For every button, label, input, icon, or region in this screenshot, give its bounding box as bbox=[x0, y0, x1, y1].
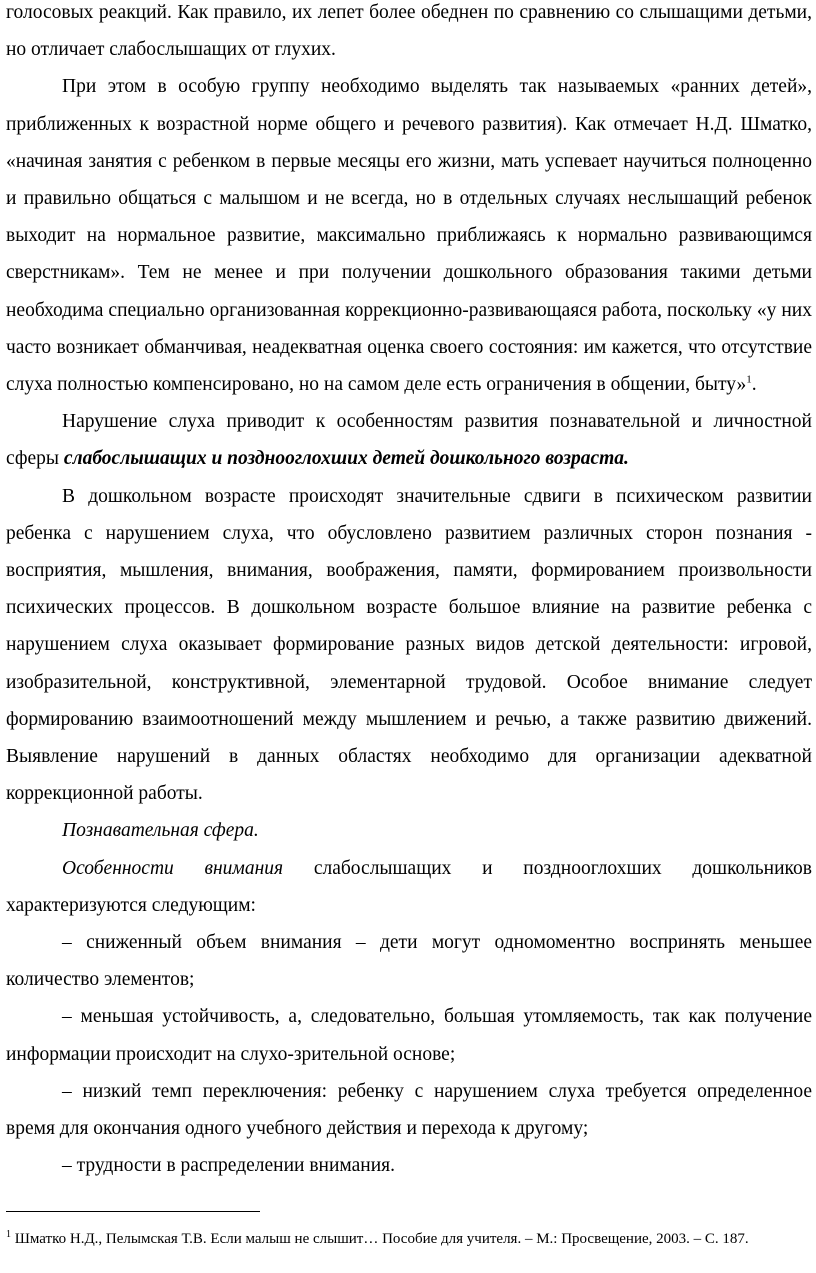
list-item: – сниженный объем внимания – дети могут одномоментно воспринять меньшее количество элементов; bbox=[6, 932, 812, 991]
footnote-reference[interactable]: 1 bbox=[746, 373, 752, 386]
section-heading-cognitive: Познавательная сфера. bbox=[62, 820, 259, 842]
emphasis-text: слабослышащих и позднооглохших детей дошкольного возраста. bbox=[63, 448, 629, 470]
footnote-separator bbox=[6, 1211, 260, 1212]
paragraph-preschool-age: В дошкольном возрасте происходят значительные сдвиги в психическом развитии ребенка с нарушением слуха, что обусловлено развитием различных сторон познания - восприятия, мышления, внимания, воображения, памяти, формированием произвольности психических процессов. В дошкольном возрасте большое влияние на развитие ребенка с нарушением слуха оказывает формирование разных видов детской деятельности: игровой, изобразительной, конструктивной, элементарной трудовой. Особое внимание следует формированию взаимоотношений между мышлением и речью, а также развитию движений. Выявление нарушений в данных областях необходимо для организации адекватной коррекционной работы. bbox=[6, 485, 812, 805]
attention-term: Особенности внимания bbox=[62, 857, 284, 879]
footnote bbox=[6, 1229, 812, 1249]
paragraph-early-children-text: При этом в особую группу необходимо выделять так называемых «ранних детей», приближенных к возрастной норме общего и речевого развития). Как отмечает Н.Д. Шматко, «начиная занятия с ребенком в первые месяцы его жизни, мать успевает научиться полноценно и правильно общаться с малышом и не всегда, но в отдельных случаях неслышащий ребенок выходит на нормальное развитие, максимально приближаясь к нормально развивающимся сверстникам». Тем не менее и при получении дошкольного образования такими детьми необходима специально организованная коррекционно-развивающаяся работа, поскольку «у них часто возникает обманчивая, неадекватная оценка своего состояния: им кажется, что отсутствие слуха полностью компенсировано, но на самом деле есть ограничения в общении, быту» bbox=[6, 76, 812, 396]
list-item: – низкий темп переключения: ребенку с нарушением слуха требуется определенное время для окончания одного учебного действия и перехода к другому; bbox=[6, 1080, 812, 1140]
document-page bbox=[6, 0, 812, 1247]
paragraph-hearing-impairment-text: Нарушение слуха приводит к особенностям развития познавательной и личностной сферы bbox=[6, 411, 812, 470]
paragraph-continuation: голосовых реакций. Как правило, их лепет более обеднен по сравнению со слышащими детьми, но отличает слабослышащих от глухих. bbox=[6, 2, 812, 61]
list-item: – трудности в распределении внимания. bbox=[62, 1155, 396, 1177]
list-item: – меньшая устойчивость, а, следовательно, большая утомляемость, так как получение информации происходит на слухо-зрительной основе; bbox=[6, 1006, 812, 1065]
paragraph-attention bbox=[6, 850, 812, 924]
paragraph-early-children bbox=[6, 68, 812, 403]
main-text bbox=[6, 0, 812, 1185]
paragraph-attention-text: слабослышащих и позднооглохших дошкольников характеризуются следующим: bbox=[6, 857, 812, 916]
paragraph-end-punctuation: . bbox=[751, 374, 757, 396]
paragraph-hearing-impairment bbox=[6, 403, 812, 477]
footnote-text: Шматко Н.Д., Пелымская Т.В. Если малыш не слышит… Пособие для учителя. – М.: Просвещение, 2003. – С. 187. bbox=[11, 1231, 749, 1247]
footnote-marker: 1 bbox=[6, 1229, 11, 1240]
